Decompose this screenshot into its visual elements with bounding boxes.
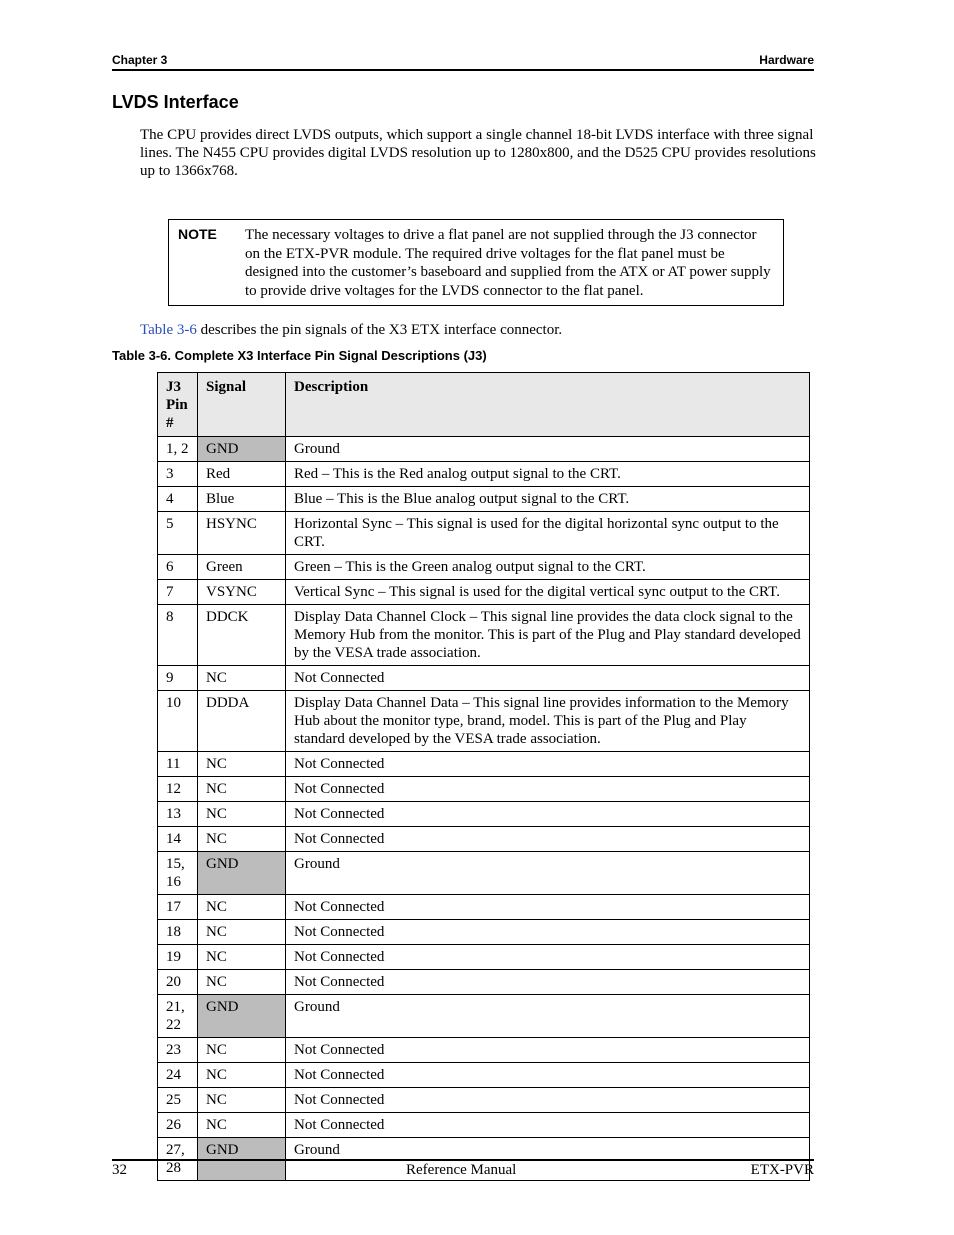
table-row: [158, 580, 810, 605]
pin-cell: 27, 28: [158, 1138, 198, 1181]
table-row: [158, 605, 810, 666]
pin-cell: 20: [158, 970, 198, 995]
description-cell: Not Connected: [286, 895, 810, 920]
table-row: [158, 752, 810, 777]
pin-cell: 23: [158, 1038, 198, 1063]
table-row: [158, 970, 810, 995]
note-label: NOTE: [178, 226, 217, 242]
description-cell: Not Connected: [286, 802, 810, 827]
signal-cell: Red: [198, 462, 286, 487]
table-row: [158, 995, 810, 1038]
page-header: [112, 51, 814, 71]
signal-cell: NC: [198, 1063, 286, 1088]
description-cell: Ground: [286, 437, 810, 462]
note-text: The necessary voltages to drive a flat panel are not supplied through the J3 connector on the ETX-PVR module. The required drive voltages for the flat panel must be designed into the customer’s baseboard and supplied from the ATX or AT power supply to provide drive voltages for the LVDS connector to the flat panel.: [245, 227, 771, 300]
signal-cell: NC: [198, 827, 286, 852]
pin-cell: 26: [158, 1113, 198, 1138]
table-link[interactable]: Table 3-6: [140, 322, 197, 338]
description-cell: Ground: [286, 852, 810, 895]
signal-cell: GND: [198, 437, 286, 462]
signal-cell: VSYNC: [198, 580, 286, 605]
description-cell: Not Connected: [286, 1063, 810, 1088]
section-title: LVDS Interface: [112, 92, 239, 112]
table-row: [158, 802, 810, 827]
description-cell: Horizontal Sync – This signal is used for the digital horizontal sync output to the CRT.: [286, 512, 810, 555]
table-row: [158, 666, 810, 691]
table-row: [158, 437, 810, 462]
signal-cell: GND: [198, 995, 286, 1038]
header-description: Description: [286, 373, 810, 437]
pin-cell: 15, 16: [158, 852, 198, 895]
table-reference-sentence: [140, 322, 562, 339]
signal-cell: NC: [198, 920, 286, 945]
intro-paragraph: The CPU provides direct LVDS outputs, which support a single channel 18-bit LVDS interface with three signal lines. The N455 CPU provides digital LVDS resolution up to 1280x800, and the D525 CPU provides resolutions up to 1366x768.: [140, 127, 816, 179]
header-pin: [158, 373, 198, 437]
description-cell: Not Connected: [286, 752, 810, 777]
pin-cell: 25: [158, 1088, 198, 1113]
description-cell: Vertical Sync – This signal is used for the digital vertical sync output to the CRT.: [286, 580, 810, 605]
pin-cell: 3: [158, 462, 198, 487]
pin-cell: 11: [158, 752, 198, 777]
description-cell: Not Connected: [286, 1088, 810, 1113]
table-row: [158, 827, 810, 852]
signal-cell: NC: [198, 752, 286, 777]
table-row: [158, 555, 810, 580]
signal-cell: NC: [198, 970, 286, 995]
pin-cell: 12: [158, 777, 198, 802]
description-cell: Not Connected: [286, 920, 810, 945]
signal-cell: DDCK: [198, 605, 286, 666]
description-cell: Not Connected: [286, 666, 810, 691]
pin-cell: 7: [158, 580, 198, 605]
chapter-label: Chapter 3: [112, 53, 168, 67]
description-cell: Red – This is the Red analog output signal to the CRT.: [286, 462, 810, 487]
description-cell: Not Connected: [286, 1038, 810, 1063]
table-row: [158, 1063, 810, 1088]
table-row: [158, 1113, 810, 1138]
pin-cell: 10: [158, 691, 198, 752]
pin-cell: 19: [158, 945, 198, 970]
signal-cell: NC: [198, 1038, 286, 1063]
table-row: [158, 487, 810, 512]
description-cell: Not Connected: [286, 970, 810, 995]
table-row: [158, 512, 810, 555]
section-label: Hardware: [759, 53, 814, 67]
description-cell: Not Connected: [286, 1113, 810, 1138]
description-cell: Blue – This is the Blue analog output signal to the CRT.: [286, 487, 810, 512]
table-row: [158, 462, 810, 487]
pin-cell: 6: [158, 555, 198, 580]
description-cell: Ground: [286, 1138, 810, 1181]
pin-cell: 21, 22: [158, 995, 198, 1038]
pin-cell: 8: [158, 605, 198, 666]
signal-cell: NC: [198, 1113, 286, 1138]
pin-cell: 24: [158, 1063, 198, 1088]
signal-cell: NC: [198, 1088, 286, 1113]
reference-text: describes the pin signals of the X3 ETX interface connector.: [196, 322, 563, 338]
signal-cell: NC: [198, 666, 286, 691]
signal-cell: Green: [198, 555, 286, 580]
signal-cell: NC: [198, 945, 286, 970]
signal-cell: DDDA: [198, 691, 286, 752]
description-cell: Not Connected: [286, 827, 810, 852]
table-row: [158, 852, 810, 895]
table-row: [158, 895, 810, 920]
pin-cell: 14: [158, 827, 198, 852]
description-cell: Green – This is the Green analog output signal to the CRT.: [286, 555, 810, 580]
description-cell: Display Data Channel Clock – This signal line provides the data clock signal to the Memory Hub from the monitor. This is part of the Plug and Play standard developed by the VESA trade association.: [286, 605, 810, 666]
description-cell: Ground: [286, 995, 810, 1038]
pin-cell: 9: [158, 666, 198, 691]
pin-cell: 17: [158, 895, 198, 920]
description-cell: Not Connected: [286, 945, 810, 970]
page-number: 32: [112, 1162, 127, 1178]
pin-cell: 4: [158, 487, 198, 512]
pin-cell: 1, 2: [158, 437, 198, 462]
table-caption: Table 3-6. Complete X3 Interface Pin Signal Descriptions (J3): [112, 348, 487, 363]
table-row: [158, 945, 810, 970]
table-header-row: [158, 373, 810, 437]
table-row: [158, 691, 810, 752]
signal-cell: GND: [198, 1138, 286, 1181]
table-row: [158, 1088, 810, 1113]
signal-cell: GND: [198, 852, 286, 895]
header-pin-line1: J3: [166, 379, 181, 395]
signal-cell: NC: [198, 802, 286, 827]
table-row: [158, 1038, 810, 1063]
pin-signal-table: [157, 372, 810, 1181]
pin-cell: 13: [158, 802, 198, 827]
table-row: [158, 920, 810, 945]
pin-cell: 5: [158, 512, 198, 555]
signal-cell: Blue: [198, 487, 286, 512]
signal-cell: NC: [198, 777, 286, 802]
manual-title: Reference Manual: [406, 1162, 517, 1178]
description-cell: Display Data Channel Data – This signal line provides information to the Memory Hub about the monitor type, brand, model. This is part of the Plug and Play standard developed by the VESA trade association.: [286, 691, 810, 752]
header-signal: Signal: [198, 373, 286, 437]
note-box: [168, 219, 784, 306]
signal-cell: HSYNC: [198, 512, 286, 555]
table-row: [158, 777, 810, 802]
description-cell: Not Connected: [286, 777, 810, 802]
table-body: [158, 437, 810, 1181]
header-pin-line2: Pin #: [166, 397, 188, 431]
product-name: ETX-PVR: [750, 1162, 814, 1178]
signal-cell: NC: [198, 895, 286, 920]
pin-cell: 18: [158, 920, 198, 945]
